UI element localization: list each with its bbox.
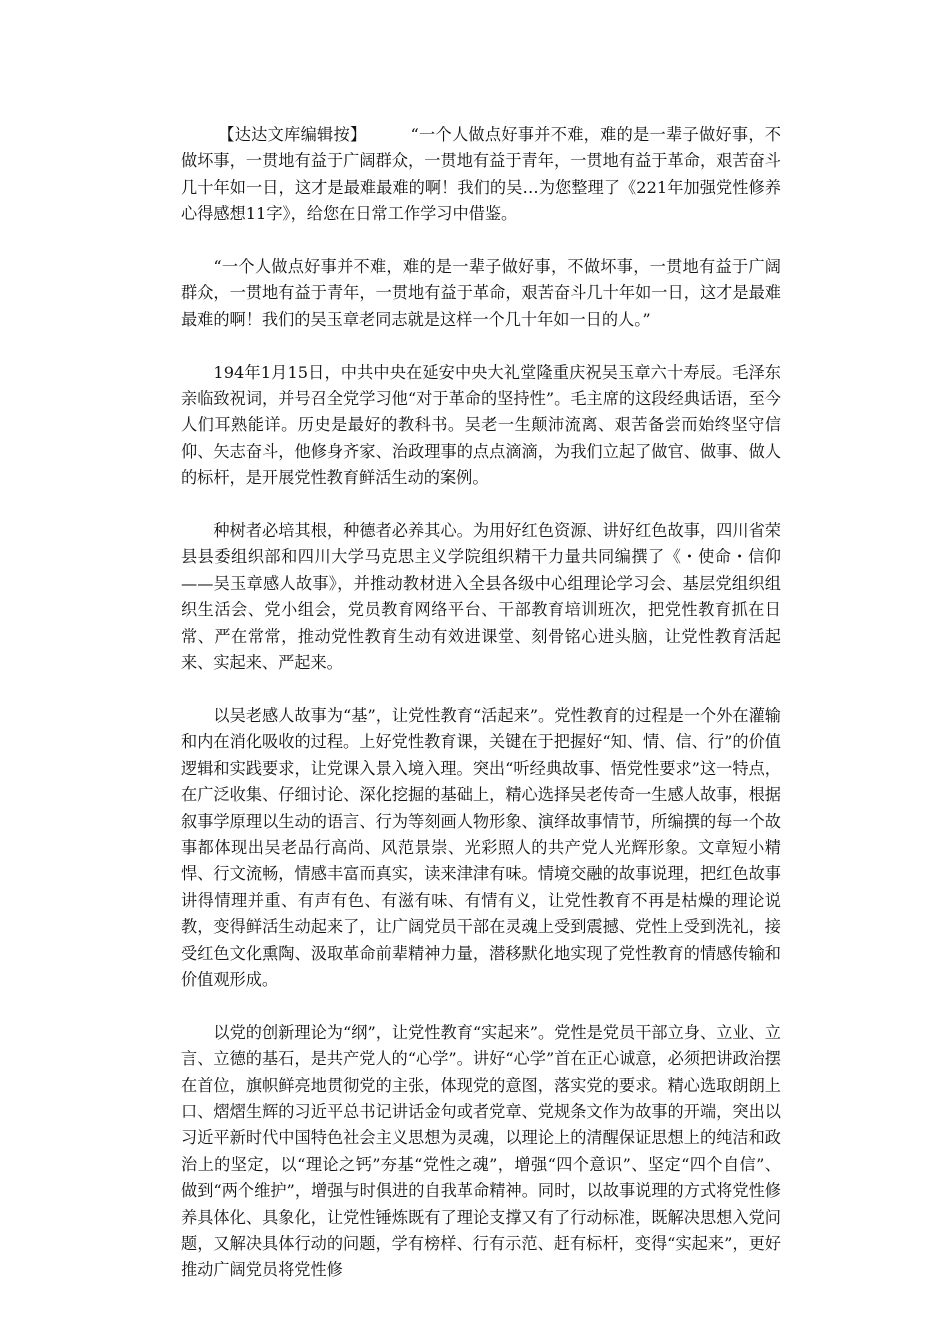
body-paragraph-5: 以党的创新理论为“纲”，让党性教育“实起来”。党性是党员干部立身、立业、立言、立德的基石，是共产党人的“心学”。讲好“心学”首在正心诚意，必须把讲政治摆在首位，旗帜鲜亮地贯彻党的主张，体现党的意图，落实党的要求。精心选取朗朗上口、熠熠生辉的习近平总书记讲话金句或者党章、党规条文作为故事的开端，突出以习近平新时代中国特色社会主义思想为灵魂，以理论上的清醒保证思想上的纯洁和政治上的坚定，以“理论之钙”夯基“党性之魂”，增强“四个意识”、坚定“四个自信”、做到“两个维护”，增强与时俱进的自我革命精神。同时，以故事说理的方式将党性修养具体化、具象化，让党性锤炼既有了理论支撑又有了行动标准，既解决思想入党问题，又解决具体行动的问题，学有榜样、行有示范、赶有标杆，变得“实起来”，更好推动广阔党员将党性修 xyxy=(181,1022,781,1280)
editor-note-text: “一个人做点好事并不难，难的是一辈子做好事，不做坏事，一贯地有益于广阔群众，一贯地有益于青年，一贯地有益于革命，艰苦奋斗几十年如一日，这才是最难最难的啊！我们的吴…为您整理了《221年加强党性修养心得感想11字》，给您在日常工作学习中借鉴。 xyxy=(181,125,781,224)
body-paragraph-3: 种树者必培其根，种德者必养其心。为用好红色资源、讲好红色故事，四川省荣县县委组织部和四川大学马克思主义学院组织精干力量共同编撰了《・使命・信仰——吴玉章感人故事》，并推动教材进入全县各级中心组理论学习会、基层党组织组织生活会、党小组会，党员教育网络平台、干部教育培训班次，把党性教育抓在日常、严在常常，推动党性教育生动有效进课堂、刻骨铭心进头脑，让党性教育活起来、实起来、严起来。 xyxy=(181,521,781,673)
editor-note-label: 【达达文库编辑按】 xyxy=(218,125,367,144)
body-paragraph-2: 194年1月15日，中共中央在延安中央大礼堂隆重庆祝吴玉章六十寿辰。毛泽东亲临致祝词，并号召全党学习他“对于革命的坚持性”。毛主席的这段经典话语，至今人们耳熟能详。历史是最好的教科书。吴老一生颠沛流离、艰苦备尝而始终坚守信仰、矢志奋斗，他修身齐家、治政理事的点点滴滴，为我们立起了做官、做事、做人的标杆，是开展党性教育鲜活生动的案例。 xyxy=(181,362,781,488)
editor-note-paragraph xyxy=(181,122,781,228)
body-paragraph-1: “一个人做点好事并不难，难的是一辈子做好事，不做坏事，一贯地有益于广阔群众，一贯地有益于青年，一贯地有益于革命，艰苦奋斗几十年如一日，这才是最难最难的啊！我们的吴玉章老同志就是这样一个几十年如一日的人。” xyxy=(181,257,781,329)
body-paragraph-4: 以吴老感人故事为“基”，让党性教育“活起来”。党性教育的过程是一个外在灌输和内在消化吸收的过程。上好党性教育课，关键在于把握好“知、情、信、行”的价值逻辑和实践要求，让党课入景入境入理。突出“听经典故事、悟党性要求”这一特点，在广泛收集、仔细讨论、深化挖掘的基础上，精心选择吴老传奇一生感人故事，根据叙事学原理以生动的语言、行为等刻画人物形象、演绎故事情节，所编撰的每一个故事都体现出吴老品行高尚、风范景崇、光彩照人的共产党人光辉形象。文章短小精悍、行文流畅，情感丰富而真实，读来津津有味。情境交融的故事说理，把红色故事讲得情理并重、有声有色、有滋有味、有情有义，让党性教育不再是枯燥的理论说教，变得鲜活生动起来了，让广阔党员干部在灵魂上受到震撼、党性上受到洗礼，接受红色文化熏陶、汲取革命前辈精神力量，潜移默化地实现了党性教育的情感传输和价值观形成。 xyxy=(181,705,781,989)
document-page xyxy=(181,122,781,1310)
